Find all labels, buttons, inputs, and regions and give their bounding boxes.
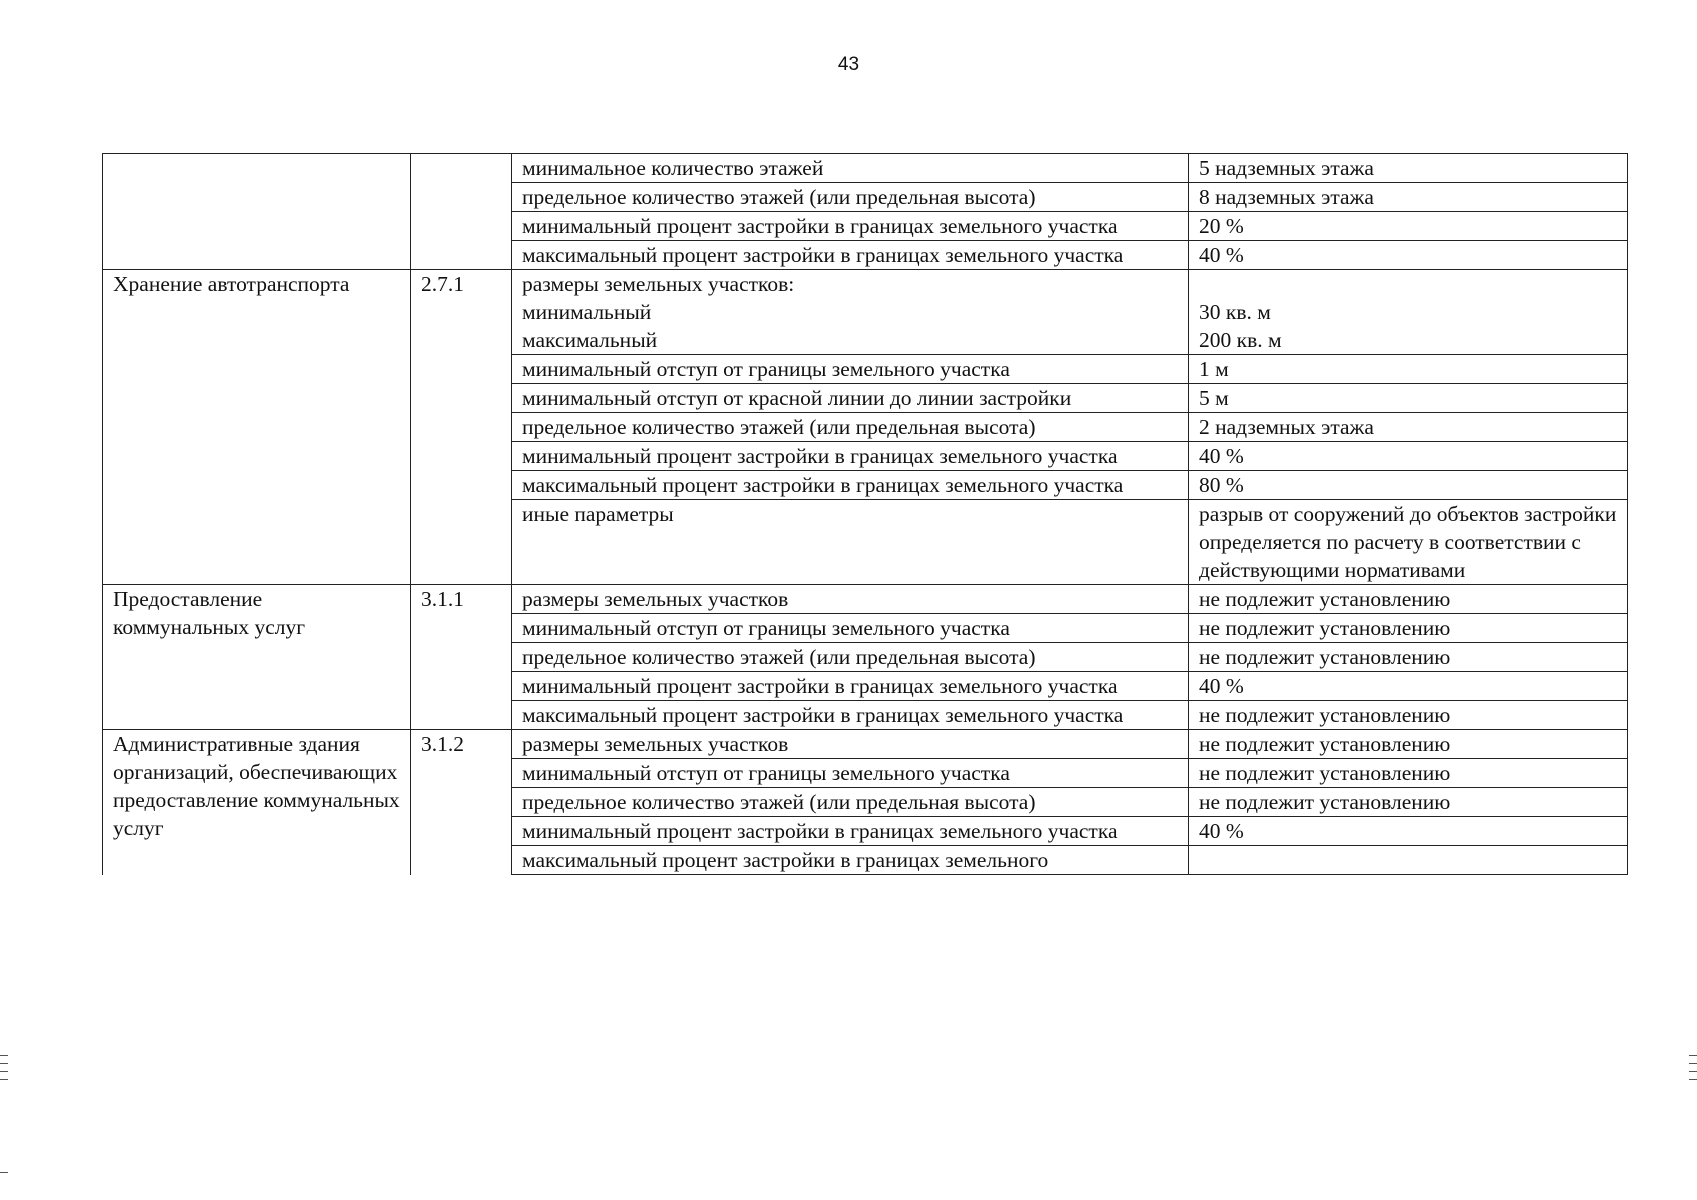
param-cell: минимальное количество этажей [512,154,1189,183]
scan-edge-mark [1689,1063,1697,1064]
param-cell [512,270,1189,355]
scan-edge-mark [0,1071,8,1072]
scan-edge-mark [1689,1055,1697,1056]
code-cell: 3.1.2 [411,730,512,875]
value-cell: 40 % [1189,817,1628,846]
value-cell: 40 % [1189,442,1628,471]
value-cell: не подлежит установлению [1189,701,1628,730]
param-cell: минимальный отступ от границы земельного участка [512,614,1189,643]
value-cell [1189,270,1628,355]
code-cell: 3.1.1 [411,585,512,730]
code-cell [411,154,512,270]
param-cell: максимальный процент застройки в границах земельного участка [512,471,1189,500]
value-cell: не подлежит установлению [1189,730,1628,759]
scan-edge-mark [0,1063,8,1064]
value-cell: не подлежит установлению [1189,585,1628,614]
page-number: 43 [837,54,860,75]
value-cell: 5 м [1189,384,1628,413]
param-cell: минимальный процент застройки в границах земельного участка [512,672,1189,701]
param-cell: минимальный процент застройки в границах земельного участка [512,442,1189,471]
value-cell: 8 надземных этажа [1189,183,1628,212]
value-cell: не подлежит установлению [1189,788,1628,817]
scan-edge-mark [1689,1079,1697,1080]
scan-edge-mark [1689,1071,1697,1072]
value-cell: разрыв от сооружений до объектов застройки определяется по расчету в соответствии с действующими нормативами [1189,500,1628,585]
param-cell: максимальный процент застройки в границах земельного участка [512,701,1189,730]
size-max-label: максимальный [522,328,658,352]
use-cell [103,154,411,270]
table-row [103,270,1628,355]
size-max-value: 200 кв. м [1199,328,1282,352]
table-row [103,585,1628,614]
param-cell: предельное количество этажей (или предельная высота) [512,183,1189,212]
zoning-parameters-table [102,153,1628,875]
table-row [103,154,1628,183]
value-cell: 20 % [1189,212,1628,241]
param-cell: размеры земельных участков [512,730,1189,759]
value-cell: 80 % [1189,471,1628,500]
size-min-value: 30 кв. м [1199,300,1271,324]
value-cell: не подлежит установлению [1189,643,1628,672]
use-cell: Хранение автотранспорта [103,270,411,585]
param-cell: размеры земельных участков [512,585,1189,614]
value-cell: 2 надземных этажа [1189,413,1628,442]
scan-edge-mark [0,1079,8,1080]
param-cell: минимальный процент застройки в границах земельного участка [512,212,1189,241]
value-cell: 1 м [1189,355,1628,384]
use-cell: Предоставление коммунальных услуг [103,585,411,730]
size-min-label: минимальный [522,300,652,324]
param-cell: предельное количество этажей (или предельная высота) [512,788,1189,817]
table-row [103,730,1628,759]
value-cell: 5 надземных этажа [1189,154,1628,183]
param-cell: минимальный отступ от границы земельного участка [512,355,1189,384]
param-cell: предельное количество этажей (или предельная высота) [512,643,1189,672]
scan-edge-mark [0,1055,8,1056]
value-cell [1189,846,1628,875]
param-cell: минимальный отступ от границы земельного участка [512,759,1189,788]
param-cell: иные параметры [512,500,1189,585]
code-cell: 2.7.1 [411,270,512,585]
value-cell: не подлежит установлению [1189,759,1628,788]
param-cell: максимальный процент застройки в границах земельного участка [512,241,1189,270]
param-cell: минимальный отступ от красной линии до линии застройки [512,384,1189,413]
param-cell: предельное количество этажей (или предельная высота) [512,413,1189,442]
use-cell: Административные здания организаций, обеспечивающих предоставление коммунальных услуг [103,730,411,875]
param-cell: максимальный процент застройки в границах земельного [512,846,1189,875]
scan-edge-mark [0,1172,8,1173]
size-header: размеры земельных участков: [522,272,795,296]
value-cell: 40 % [1189,241,1628,270]
value-cell: не подлежит установлению [1189,614,1628,643]
param-cell: минимальный процент застройки в границах земельного участка [512,817,1189,846]
value-cell: 40 % [1189,672,1628,701]
